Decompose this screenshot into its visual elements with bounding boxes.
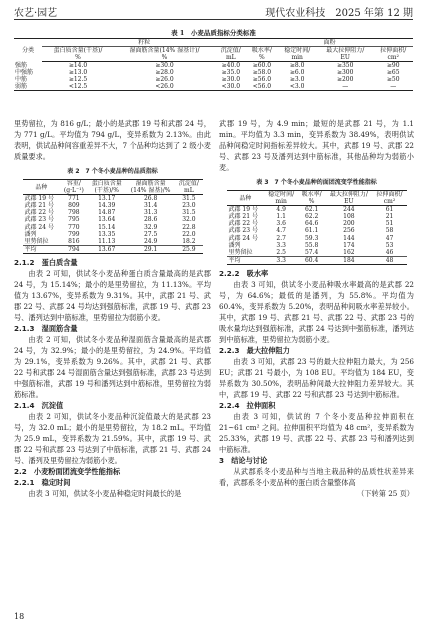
table-cell: 25.9 xyxy=(175,245,202,253)
table-cell: 26.8 xyxy=(143,195,158,203)
table-cell: 174 xyxy=(343,241,355,249)
table3 xyxy=(227,190,407,265)
table-row xyxy=(23,245,203,253)
table-cell: 里势留拉 xyxy=(23,238,61,246)
table-cell: 61 xyxy=(385,206,394,214)
table-cell: 62.2 xyxy=(304,213,319,221)
table-cell: ≥300 xyxy=(336,69,354,76)
table-cell: 24.9 xyxy=(126,238,175,246)
table-cell: 46 xyxy=(373,249,407,257)
paragraph: 从武郡系冬小麦品种与当地主栽品种的品质性状差异来看，武郡系冬小麦品种的蛋白质含量整体高 xyxy=(219,466,414,487)
table1-group-dough: 面粉 xyxy=(246,39,413,47)
table-cell: 11.13 xyxy=(87,238,125,246)
continued-note: （下转第 25 页） xyxy=(357,488,414,498)
table-cell: 31.5 xyxy=(182,195,196,203)
table-cell: 798 xyxy=(68,209,80,217)
table-header-row xyxy=(23,180,203,195)
table-row xyxy=(227,227,407,234)
table-cell: 144 xyxy=(343,234,355,242)
table-cell: ≥90 xyxy=(386,62,400,69)
table-cell: <3.0 xyxy=(277,83,317,91)
table-cell: 162 xyxy=(325,249,372,257)
table-cell: 4.7 xyxy=(276,227,286,235)
section-2-1-2: 2.1.2 蛋白质含量 xyxy=(14,257,78,267)
table-cell: ≥58.0 xyxy=(252,69,272,76)
section-2-1-3: 2.1.3 湿面筋含量 xyxy=(14,323,78,333)
table-row xyxy=(23,231,203,238)
table-cell: 795 xyxy=(68,216,80,224)
table-cell: 3.3 xyxy=(264,256,298,264)
table-row xyxy=(23,224,203,231)
table-cell: 武郡 22 号 xyxy=(228,220,258,228)
table-cell: ≥3.0 xyxy=(289,76,305,83)
table-header-cell: 稳定时间/ min xyxy=(264,191,298,206)
table-cell: 59.3 xyxy=(304,234,319,242)
table-cell: 57.4 xyxy=(298,249,325,257)
table-cell: 武郡 19 号 xyxy=(24,195,54,203)
table-header-cell: 吸水率/ % xyxy=(298,191,325,206)
table-cell: 27.5 xyxy=(143,230,158,238)
table-cell: 31.4 xyxy=(143,202,158,210)
table-cell: 中筋 xyxy=(15,76,28,83)
table-cell: 55.8 xyxy=(304,241,319,249)
table-cell: 771 xyxy=(68,195,80,203)
table-cell: ≥26.0 xyxy=(155,76,174,83)
table-cell: 31.5 xyxy=(182,209,196,217)
table-row xyxy=(14,76,413,83)
table-cell: 里势留拉 xyxy=(227,249,265,257)
table-cell: ≥200 xyxy=(336,76,354,83)
table-row xyxy=(14,69,413,76)
header-section: 农艺·园艺 xyxy=(14,8,58,19)
table1-body xyxy=(14,62,413,91)
section-2-2: 2.2 小麦粉面团流变学性能指标 xyxy=(14,466,121,476)
table-row xyxy=(227,256,407,264)
table-cell: 13.35 xyxy=(98,230,116,238)
table-cell: 武郡 23 号 xyxy=(228,227,258,235)
table-cell: ≥56.0 xyxy=(252,76,272,83)
table-cell: 53 xyxy=(385,241,394,249)
table-cell: <12.5 xyxy=(42,83,114,91)
table-cell: 108 xyxy=(343,213,355,221)
table-cell: 4.9 xyxy=(276,206,286,214)
table-cell: ≥8.0 xyxy=(289,62,305,69)
table-header-cell: 沉淀值/ mL xyxy=(175,180,202,195)
table-row xyxy=(227,235,407,242)
table-cell: 62.1 xyxy=(304,206,319,214)
table-cell: <56.0 xyxy=(246,83,277,91)
section-2-1-4: 2.1.4 沉淀值 xyxy=(14,400,64,410)
table-cell: 3.6 xyxy=(276,220,286,228)
paragraph: 由表 3 可知，供试的 7 个冬小麦品种拉伸面积在 21~61 cm² 之间。拉伸面积平均值为 48 cm²，变异系数为 25.33%，武郡 19 号、武郡 22 号、武郡 23 号和潘列达到中筋标准。 xyxy=(219,411,414,454)
table-cell: ≥60.0 xyxy=(252,62,272,69)
table1-head-gluten: 湿面筋含量(14% 湿基计)/ % xyxy=(114,47,216,62)
paragraph: 由表 2 可知，供试冬小麦品种沉淀值最大的是武郡 23 号，为 32.0 mL；最小的是里势留拉，为 18.2 mL。平均值为 25.9 mL，变异系数为 21.59%。其中，武郡 19 号、武郡 22 号和武郡 23 号达到了中筋标准，武郡 21 号、武郡 24 号、潘列及里势留拉为弱筋小麦。 xyxy=(14,411,211,465)
table-cell: 22.8 xyxy=(182,223,196,231)
table-cell: 平均 xyxy=(23,245,61,253)
table-cell: <26.0 xyxy=(114,83,216,91)
table-cell: 弱筋 xyxy=(14,83,42,91)
left-column xyxy=(14,118,211,499)
table1-head-stab: 稳定时间/ min xyxy=(277,47,317,62)
table-cell: 200 xyxy=(343,220,355,228)
table-cell: 武郡 24 号 xyxy=(24,223,54,231)
table-cell: — xyxy=(373,83,413,91)
table-row xyxy=(14,83,413,91)
table-header-cell: 品种 xyxy=(227,191,265,206)
table-cell: 强筋 xyxy=(15,61,28,69)
table-cell: ≥14.0 xyxy=(68,62,88,69)
table-cell: ≥13.0 xyxy=(68,69,88,76)
paragraph: 由表 2 可知，供试冬小麦品种湿面筋含量最高的是武郡 24 号，为 32.9%；最小的是里势留拉，为 24.9%。平均值为 29.1%，变异系数为 9.26%。其中，武郡 21 号、武郡 22 号和武郡 24 号湿面筋含量达到强筋标准，武郡 23 号达到中强筋标准，武郡 19 号和潘列达到中筋标准，里势留拉为弱筋标准。 xyxy=(14,334,211,399)
table-cell: 28.6 xyxy=(143,216,158,224)
table-cell: 21 xyxy=(385,213,394,221)
table-cell: ≥350 xyxy=(336,62,354,69)
table-cell: — xyxy=(317,83,373,91)
table-cell: 48 xyxy=(373,256,407,264)
table-cell: 256 xyxy=(343,227,355,235)
table-cell: 799 xyxy=(68,230,80,238)
table-cell: 13.67 xyxy=(87,245,125,253)
table-cell: ≥65 xyxy=(386,69,400,76)
table-cell: 15.14 xyxy=(98,223,116,231)
table-cell: 武郡 21 号 xyxy=(228,213,258,221)
table-cell: 13.17 xyxy=(98,195,116,203)
table-cell: ≥28.0 xyxy=(155,69,174,76)
paragraph: 由表 3 可知，供试冬小麦品种吸水率最高的是武郡 22 号，为 64.6%；最低的是潘列，为 55.8%。平均值为 60.4%，变异系数为 5.20%，表明品种间吸水率差异较小。其中，武郡 19 号、武郡 21 号、武郡 22 号、武郡 23 号的吸水量均达到强筋标准，武郡 24 号达到中强筋标准，潘列达到中筋标准，里势留拉为弱筋小麦。 xyxy=(219,279,414,344)
table-cell: 武郡 21 号 xyxy=(24,202,54,210)
table-cell: 1.1 xyxy=(276,213,286,221)
section-2-2-2: 2.2.2 吸水率 xyxy=(219,268,269,278)
table-cell: 潘列 xyxy=(24,230,37,238)
table-row xyxy=(23,238,203,246)
table-header-cell: 容重/ (g·L⁻¹) xyxy=(60,180,87,195)
table-cell: 2.5 xyxy=(264,249,298,257)
table-cell: 816 xyxy=(60,238,87,246)
table-row xyxy=(227,249,407,257)
paragraph: 由表 2 可知，供试冬小麦品种蛋白质含量最高的是武郡 24 号，为 15.14%；最小的是里势留拉，为 11.13%。平均值为 13.67%，变异系数为 9.31%。其中，武郡 21 号、武郡 22 号、武郡 24 号均达到强筋标准，武郡 19 号、武郡 23 号、潘列达到中筋标准，里势留拉为弱筋小麦。 xyxy=(14,268,211,322)
section-2-2-3: 2.2.3 最大拉伸阻力 xyxy=(219,345,290,355)
section-2-2-4: 2.2.4 拉伸面积 xyxy=(219,400,276,410)
table-cell: 13.64 xyxy=(98,216,116,224)
table-header-cell: 拉伸面积/ cm² xyxy=(373,191,407,206)
table-row xyxy=(227,242,407,249)
table-cell: 2.7 xyxy=(276,234,286,242)
table1-head-protein: 蛋白质含量(干基)/ % xyxy=(42,47,114,62)
table1-head-maxres: 最大拉伸阻力/ EU xyxy=(317,47,373,62)
table2 xyxy=(23,179,203,254)
section-3: 3 结论与讨论 xyxy=(219,455,268,465)
paragraph: 武郡 19 号，为 4.9 min；最短的是武郡 21 号，为 1.1 min。平均值为 3.3 min，变异系数为 38.49%，表明供试品种间稳定时间指标差异较大。其中，武郡 19 号、武郡 22 号、武郡 23 号及潘列达到中筋标准，其他品种均为弱筋小麦。 xyxy=(219,119,414,172)
paragraph: 由表 3 可知，供试冬小麦品种稳定时间最长的是 xyxy=(28,488,182,498)
table3-caption: 表 3 7 个冬小麦品种的面团流变学性能指标 xyxy=(256,179,377,186)
table-cell: 809 xyxy=(68,202,80,210)
table-cell: 武郡 22 号 xyxy=(24,209,54,217)
table-cell: 51 xyxy=(385,220,394,228)
table2-caption: 表 2 7 个冬小麦品种的品质指标 xyxy=(67,168,158,175)
table1-head-class: 分类 xyxy=(14,39,42,62)
table-cell: 18.2 xyxy=(175,238,202,246)
right-column xyxy=(219,118,414,499)
running-header xyxy=(14,4,413,18)
paragraph: 由表 3 可知，武郡 23 号的最大拉伸阻力最大，为 256 EU；武郡 21 号最小，为 108 EU。平均值为 184 EU，变异系数为 30.50%，表明品种间最大拉伸阻力差异较大。其中，武郡 19 号、武郡 22 号和武郡 23 号达到中筋标准。 xyxy=(219,356,414,399)
table-cell: 14.39 xyxy=(98,202,116,210)
table-cell: 244 xyxy=(343,206,355,214)
table-cell: <30.0 xyxy=(215,83,246,91)
table-row xyxy=(23,216,203,223)
table-cell: 武郡 19 号 xyxy=(228,206,258,214)
table1-caption: 表 1 小麦品质指标分类标准 xyxy=(171,29,256,37)
table-cell: 184 xyxy=(325,256,372,264)
section-2-2-1: 2.2.1 稳定时间 xyxy=(14,477,71,487)
table-cell: 22.0 xyxy=(182,230,196,238)
table-header-cell: 品种 xyxy=(23,180,61,195)
table-cell: 32.0 xyxy=(182,216,196,224)
table1-head-sed: 沉淀值/ mL xyxy=(215,47,246,62)
table-cell: 31.3 xyxy=(143,209,158,217)
table-cell: 32.9 xyxy=(143,223,158,231)
table-cell: 60.4 xyxy=(298,256,325,264)
table-cell: 58 xyxy=(385,227,394,235)
table-cell: 武郡 23 号 xyxy=(24,216,54,224)
table-cell: 中强筋 xyxy=(15,69,34,76)
table-cell: 潘列 xyxy=(228,241,241,249)
paragraph: 里势留拉，为 816 g/L；最小的是武郡 19 号和武郡 24 号，为 771 g/L。平均值为 794 g/L，变异系数为 2.13%。由此表明，供试品种间容重差异不大，7 个品种均达到了 2 级小麦质量要求。 xyxy=(14,119,211,161)
table-cell: ≥30.0 xyxy=(155,62,174,69)
table1-head-area: 拉伸面积/ cm² xyxy=(373,47,413,62)
table-cell: ≥30.0 xyxy=(221,76,241,83)
table-cell: ≥6.0 xyxy=(289,69,305,76)
header-journal: 现代农业科技 2025 年第 12 期 xyxy=(265,8,413,19)
table-header-cell: 最大拉伸阻力/ EU xyxy=(325,191,372,206)
table-cell: 47 xyxy=(385,234,394,242)
table1 xyxy=(14,38,413,91)
table-cell: ≥35.0 xyxy=(221,69,241,76)
table-cell: 794 xyxy=(60,245,87,253)
table-cell: 23.0 xyxy=(182,202,196,210)
table-cell: ≥50 xyxy=(386,76,400,83)
page-number: 18 xyxy=(14,612,25,621)
header-rule xyxy=(14,19,413,20)
table-cell: 64.6 xyxy=(304,220,319,228)
table-row xyxy=(14,62,413,70)
table-cell: 3.3 xyxy=(276,241,286,249)
table-cell: 61.1 xyxy=(304,227,319,235)
table1-head-abs: 吸水率/ % xyxy=(246,47,277,62)
table-header-cell: 湿面筋含量 (14% 湿基)/% xyxy=(126,180,175,195)
table1-group-flour: 籽粒 xyxy=(42,39,246,47)
table-header-cell: 蛋白质含量 (干基)/% xyxy=(87,180,125,195)
table-cell: 平均 xyxy=(227,256,265,264)
table-cell: 14.87 xyxy=(98,209,116,217)
table-cell: ≥12.5 xyxy=(68,76,88,83)
table-cell: 武郡 24 号 xyxy=(228,234,258,242)
table-header-row xyxy=(227,191,407,206)
table-cell: 770 xyxy=(68,223,80,231)
table-cell: 29.1 xyxy=(126,245,175,253)
table-cell: ≥40.0 xyxy=(221,62,241,69)
